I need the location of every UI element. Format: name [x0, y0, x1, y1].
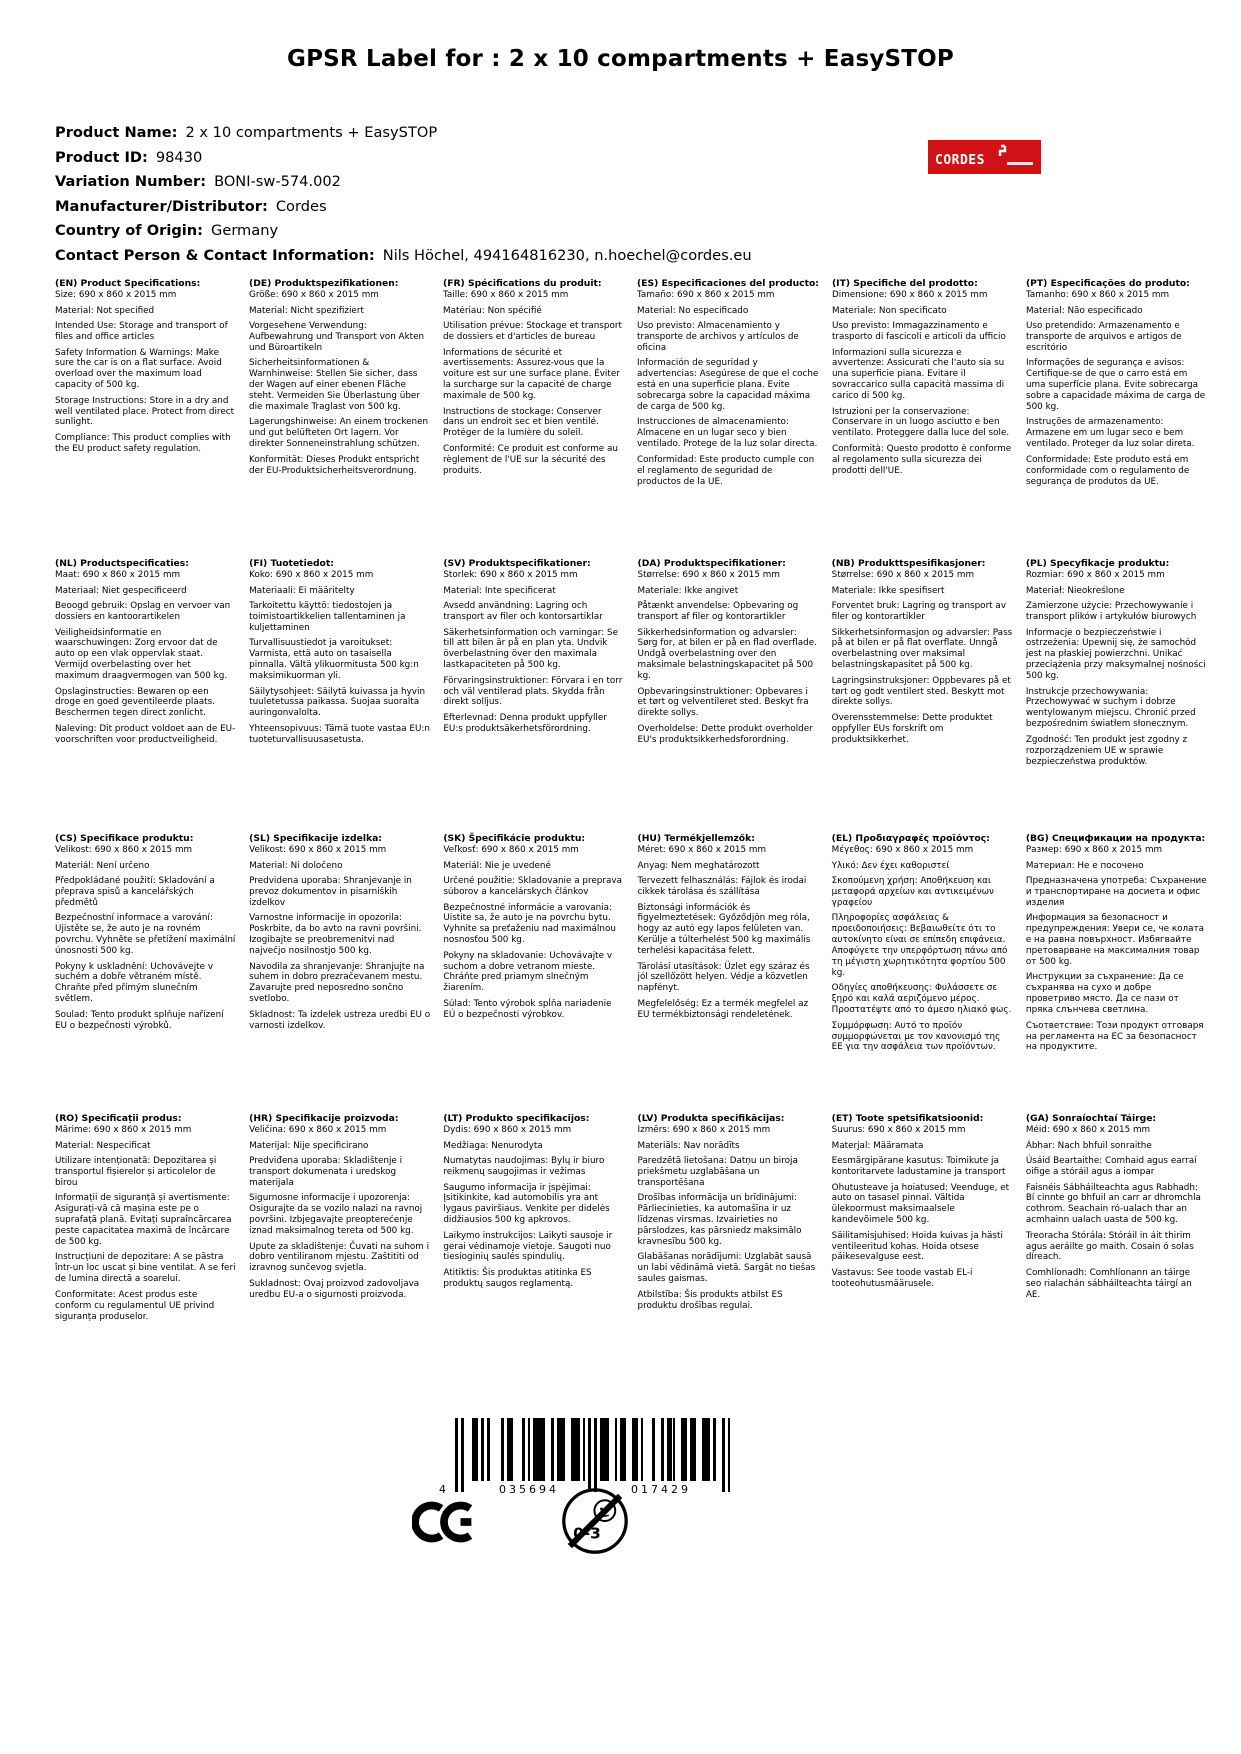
spec-block-header: (DE) Produktspezifikationen:	[249, 278, 399, 289]
spec-block-sl	[249, 833, 430, 1058]
barcode-bar	[461, 1418, 464, 1492]
barcode-bar	[722, 1418, 725, 1492]
spec-paragraph: Instrucțiuni de depozitare: A se păstra într-un loc uscat și bine ventilat. A se feri de lumina directă a soarelui.	[55, 1252, 236, 1285]
spec-paragraph: Material: Inte specificerat	[443, 585, 556, 596]
spec-paragraph: Sikkerhedsinformation og advarsler: Sørg for, at bilen er på en flad overflade. Undgå overbelastning over den maksimale belastningskapacitet på 500 kg.	[637, 627, 817, 682]
country-of-origin-label: Country of Origin:	[55, 222, 204, 240]
page-title: GPSR Label for : 2 x 10 compartments + EasySTOP	[287, 46, 954, 72]
spec-paragraph: Säkerhetsinformation och varningar: Se till att bilen är på en plan yta. Undvik överbelastning över den maximala lastkapaciteten på 500 kg.	[443, 627, 618, 671]
spec-paragraph: Yhteensopivuus: Tämä tuote vastaa EU:n tuoteturvallisuusasetusta.	[249, 723, 430, 745]
barcode-bar	[528, 1418, 531, 1481]
spec-paragraph: Tamanho: 690 x 860 x 2015 mm	[1025, 290, 1170, 301]
spec-paragraph: Upute za skladištenje: Čuvati na suhom i dobro ventiliranom mjestu. Zaštititi od izravnog sunčevog svjetla.	[249, 1241, 430, 1274]
spec-paragraph: Súlad: Tento výrobok spĺňa nariadenie EÚ o bezpečnosti výrobkov.	[443, 998, 612, 1020]
spec-paragraph: Uso previsto: Almacenamiento y transporte de archivos y artículos de oficina	[637, 321, 799, 354]
spec-paragraph: Dimensione: 690 x 860 x 2015 mm	[831, 290, 988, 301]
spec-paragraph: Informacje o bezpieczeństwie i ostrzeżenia: Upewnij się, że samochód jest na płaskiej powierzchni. Unikać przeciążenia przy maksymalnej nośności 500 kg.	[1025, 627, 1206, 682]
spec-paragraph: Tamaño: 690 x 860 x 2015 mm	[637, 290, 775, 301]
product-id-row	[55, 146, 752, 171]
spec-paragraph: Naleving: Dit product voldoet aan de EU-voorschriften voor productveiligheid.	[55, 723, 236, 745]
barcode-bar	[522, 1418, 525, 1481]
barcode-bar	[606, 1418, 609, 1481]
barcode-bar	[728, 1418, 731, 1492]
spec-paragraph: Materiale: Non specificato	[831, 305, 947, 316]
spec-block-pl	[1026, 558, 1207, 772]
spec-paragraph: Materiaal: Niet gespecificeerd	[55, 585, 187, 596]
country-of-origin-value: Germany	[211, 222, 279, 240]
spec-block-header: (CS) Specifikace produktu:	[55, 833, 194, 844]
barcode-digit-first: 4	[439, 1483, 449, 1496]
spec-paragraph: Intended Use: Storage and transport of files and office articles	[55, 321, 228, 343]
spec-block-header: (LV) Produkta specifikācijas:	[637, 1113, 785, 1124]
spec-paragraph: Tarkoitettu käyttö: tiedostojen ja toimistoartikkelien tallentaminen ja kuljettaminen	[249, 601, 406, 634]
spec-paragraph: Saugumo informacija ir įspėjimai: Įsitikinkite, kad automobilis yra ant lygaus paviršiaus. Venkite per didelės didžiausios 500 kg apkrovos.	[443, 1182, 610, 1226]
spec-block-header: (ES) Especificaciones del producto:	[637, 278, 819, 289]
spec-block-de	[249, 278, 430, 492]
spec-paragraph: Rozmiar: 690 x 860 x 2015 mm	[1025, 570, 1165, 581]
spec-paragraph: Materiaali: Ei määritelty	[249, 585, 355, 596]
spec-paragraph: Lagringsinstruksjoner: Oppbevares på et tørt og godt ventilert sted. Beskytt mot direkte sollys.	[831, 675, 1011, 708]
barcode-bar	[623, 1418, 626, 1481]
product-info	[55, 121, 752, 269]
cordes-logo-text: CORDES	[935, 153, 985, 168]
spec-block-ga	[1026, 1113, 1207, 1327]
spec-paragraph: Megfelelőség: Ez a termék megfelel az EU termékbiztonsági rendeletének.	[637, 998, 809, 1020]
spec-block-header: (FR) Spécifications du produit:	[443, 278, 602, 289]
spec-paragraph: Maat: 690 x 860 x 2015 mm	[55, 570, 181, 581]
country-of-origin-row	[55, 219, 752, 244]
spec-block-header: (PL) Specyfikacje produktu:	[1025, 558, 1170, 569]
barcode-bar	[684, 1418, 687, 1481]
barcode-bar	[501, 1418, 504, 1481]
spec-paragraph: Dydis: 690 x 860 x 2015 mm	[443, 1125, 572, 1136]
spec-block-el	[832, 833, 1013, 1058]
spec-paragraph: Vorgesehene Verwendung: Aufbewahrung und Transport von Akten und Büroartikeln	[249, 321, 425, 354]
spec-paragraph: Informații de siguranță și avertismente: Asigurați-vă că mașina este pe o suprafață plană. Evitați supraîncărcarea peste capacitatea maximă de încărcare de 500 kg.	[55, 1193, 232, 1248]
spec-paragraph: Conformità: Questo prodotto è conforme al regolamento sulla sicurezza dei prodotti dell'UE.	[831, 443, 1012, 476]
spec-paragraph: Bezpečnostní informace a varování: Ujistěte se, že auto je na rovném povrchu. Vyhněte se přetížení maximální únosnosti 500 kg.	[55, 913, 236, 957]
spec-paragraph: Størrelse: 690 x 860 x 2015 mm	[831, 570, 975, 581]
spec-paragraph: Ohutusteave ja hoiatused: Veenduge, et auto on tasasel pinnal. Vältida ülekoormust maksimaalsele kandevõimele 500 kg.	[831, 1182, 1010, 1226]
spec-block-header: (LT) Produkto specifikacijos:	[443, 1113, 590, 1124]
spec-grid-row	[55, 833, 1207, 1058]
variation-number-label: Variation Number:	[55, 173, 207, 191]
barcode-bar	[577, 1418, 580, 1481]
spec-paragraph: Navodila za shranjevanje: Shranjujte na suhem in dobro prezračevanem mestu. Zavarujte pred neposredno sončno svetlobo.	[249, 961, 425, 1005]
spec-paragraph: Materiał: Nieokreślone	[1025, 585, 1125, 596]
barcode-digits-left: 035694	[499, 1483, 559, 1496]
spec-paragraph: Instrucciones de almacenamiento: Almacene en un lugar seco y bien ventilado. Protege de la luz solar directa.	[637, 417, 818, 450]
spec-paragraph: Conformidade: Este produto está em conformidade com o regulamento de segurança de produtos da UE.	[1025, 454, 1190, 487]
spec-paragraph: Comhlíonadh: Comhlíonann an táirge seo rialachán sábháilteachta táirgí an AE.	[1025, 1267, 1192, 1300]
spec-paragraph: Overholdelse: Dette produkt overholder EU's produktsikkerhedsforordning.	[637, 723, 813, 745]
spec-paragraph: Предназначена употреба: Съхранение и транспортиране на досиета и офис изделия	[1025, 876, 1207, 909]
barcode-bar	[652, 1418, 655, 1481]
product-name-row	[55, 121, 752, 146]
barcode-bar	[562, 1418, 565, 1481]
spec-block-header: (NL) Productspecificaties:	[55, 558, 189, 569]
spec-block-header: (PT) Especificações do produto:	[1025, 278, 1190, 289]
spec-paragraph: Utilisation prévue: Stockage et transport de dossiers et d'articles de bureau	[443, 321, 622, 343]
spec-block-header: (EL) Προδιαγραφές προϊόντος:	[831, 833, 990, 844]
barcode-bar	[551, 1418, 554, 1481]
spec-paragraph: Medžiaga: Nenurodyta	[443, 1140, 543, 1151]
spec-paragraph: Varnostne informacije in opozorila: Poskrbite, da bo avto na ravni površini. Izogibajte se preobremenitvi nad največjo nosilnostjo 500 kg.	[249, 913, 422, 957]
spec-paragraph: Předpokládané použití: Skladování a přeprava spisů a kancelářských předmětů	[55, 876, 215, 909]
spec-paragraph: Určené použitie: Skladovanie a preprava súborov a kancelárskych článkov	[443, 876, 622, 898]
spec-paragraph: Materijal: Nije specificirano	[249, 1140, 369, 1151]
spec-paragraph: Größe: 690 x 860 x 2015 mm	[249, 290, 379, 301]
manufacturer-row	[55, 195, 752, 220]
spec-paragraph: Información de seguridad y advertencias: Asegúrese de que el coche está en una superficie plana. Evite sobrecarga sobre la capacidad máxima de carga de 500 kg.	[637, 358, 819, 413]
spec-block-header: (RO) Specificații produs:	[55, 1113, 182, 1124]
barcode-bar	[713, 1418, 716, 1481]
product-name-value: 2 x 10 compartments + EasySTOP	[185, 124, 438, 141]
spec-paragraph: Soulad: Tento produkt splňuje nařízení EU o bezpečnosti výrobků.	[55, 1009, 224, 1031]
spec-block-header: (EN) Product Specifications:	[55, 278, 201, 289]
barcode-bar	[615, 1418, 618, 1481]
spec-paragraph: Информация за безопасност и предупреждения: Увери се, че колата е на равна повърхност. Избягвайте претоварване на максималния товар от 500 kg.	[1025, 913, 1205, 968]
spec-paragraph: Lagerungshinweise: An einem trockenen und gut belüfteten Ort lagern. Vor direkter Sonneneinstrahlung schützen.	[249, 417, 429, 450]
spec-block-ro	[55, 1113, 236, 1327]
spec-paragraph: Conformitate: Acest produs este conform cu regulamentul UE privind siguranța produselor.	[55, 1289, 215, 1322]
spec-block-hr	[249, 1113, 430, 1327]
spec-paragraph: Predvidena uporaba: Shranjevanje in prevoz dokumentov in pisarniških izdelkov	[249, 876, 412, 909]
spec-paragraph: Инструкции за съхранение: Да се съхранява на сухо и добре проветриво място. Да се пази от пряка слънчева светлина.	[1025, 972, 1184, 1016]
spec-block-header: (DA) Produktspecifikationer:	[637, 558, 786, 569]
spec-paragraph: Atbilstība: Šis produkts atbilst ES produktu drošības regulai.	[637, 1289, 783, 1311]
spec-paragraph: Instructions de stockage: Conserver dans un endroit sec et bien ventilé. Protéger de la lumière du soleil.	[443, 406, 602, 439]
spec-paragraph: Material: Não especificado	[1025, 305, 1143, 316]
spec-paragraph: Størrelse: 690 x 860 x 2015 mm	[637, 570, 780, 581]
ce-mark-icon	[412, 1497, 476, 1547]
spec-block-pt	[1026, 278, 1207, 492]
spec-paragraph: Méret: 690 x 860 x 2015 mm	[637, 845, 767, 856]
spec-paragraph: Materiāls: Nav norādīts	[637, 1140, 740, 1151]
manufacturer-label: Manufacturer/Distributor:	[55, 197, 268, 215]
spec-paragraph: Informações de segurança e avisos: Certifique-se de que o carro está em uma superfície plana. Evite sobrecarga sobre a capacidade máxima de carga de 500 kg.	[1025, 358, 1206, 413]
spec-paragraph: Paredzētā lietošana: Datņu un biroja priekšmetu uzglabāšana un transportēšana	[637, 1156, 798, 1189]
spec-paragraph: Eesmärgipärane kasutus: Toimikute ja kontoritarvete ladustamine ja transport	[831, 1156, 1006, 1178]
spec-paragraph: Informations de sécurité et avertissements: Assurez-vous que la voiture est sur une surface plane. Éviter la surcharge sur la capacité de charge maximale de 500 kg.	[443, 347, 620, 402]
spec-paragraph: Forventet bruk: Lagring og transport av filer og kontorartikler	[831, 601, 1007, 623]
spec-block-lt	[443, 1113, 624, 1327]
spec-paragraph: Mărime: 690 x 860 x 2015 mm	[55, 1125, 192, 1136]
spec-block-header: (HU) Termékjellemzők:	[637, 833, 755, 844]
spec-paragraph: Sikkerhetsinformasjon og advarsler: Pass på at bilen er på flat overflate. Unngå overbelastning over maksimal belastningskapasitet på 500 kg.	[831, 627, 1013, 671]
spec-paragraph: Drošības informācija un brīdinājumi: Pārliecinieties, ka automašīna ir uz līdzenas virsmas. Izvairieties no pārslodzes, kas pārsniedz maksimālo kravnesību 500 kg.	[637, 1193, 802, 1248]
spec-paragraph: Storage Instructions: Store in a dry and well ventilated place. Protect from direct sunlight.	[55, 395, 235, 428]
barcode-bar	[481, 1418, 484, 1481]
spec-block-da	[638, 558, 819, 772]
logo-tagline-mark	[1007, 162, 1033, 165]
spec-paragraph: Sukladnost: Ovaj proizvod zadovoljava uredbu EU-a o sigurnosti proizvoda.	[249, 1278, 420, 1300]
spec-paragraph: Ábhar: Nach bhfuil sonraithe	[1025, 1140, 1152, 1151]
spec-paragraph: Velikost: 690 x 860 x 2015 mm	[55, 845, 193, 856]
spec-block-header: (SK) Špecifikácie produktu:	[443, 833, 586, 844]
spec-paragraph: Instruções de armazenamento: Armazene em um lugar seco e bem ventilado. Proteger da luz solar direta.	[1025, 417, 1195, 450]
spec-paragraph: Avsedd användning: Lagring och transport av filer och kontorsartiklar	[443, 601, 603, 623]
spec-paragraph: Säilytysohjeet: Säilytä kuivassa ja hyvin tuuletetussa paikassa. Suojaa suoralta auringonvalolta.	[249, 686, 426, 719]
spec-paragraph: Opslaginstructies: Bewaren op een droge en goed geventileerde plaats. Beschermen tegen direct zonlicht.	[55, 686, 215, 719]
spec-paragraph: Uso pretendido: Armazenamento e transporte de arquivos e artigos de escritório	[1025, 321, 1182, 354]
barcode-bar	[583, 1418, 586, 1481]
spec-paragraph: Turvallisuustiedot ja varoitukset: Varmista, että auto on tasaisella pinnalla. Vältä ylikuormitusta 500 kg:n maksimikuorman yli.	[249, 638, 419, 682]
barcode-bar	[635, 1418, 638, 1481]
spec-block-en	[55, 278, 236, 492]
spec-paragraph: Bezpečnostné informácie a varovania: Uistite sa, že auto je na povrchu bytu. Vyhnite sa preťaženiu nad maximálnou nosnosťou 500 kg.	[443, 902, 616, 946]
spec-paragraph: Pokyny k uskladnění: Uchovávejte v suchém a dobře větraném místě. Chraňte před přímým slunečním světlem.	[55, 961, 214, 1005]
spec-block-sv	[443, 558, 624, 772]
spec-paragraph: Sicherheitsinformationen & Warnhinweise: Stellen Sie sicher, dass der Wagen auf einer ebenen Fläche steht. Vermeiden Sie Überlastung über die maximale Traglast von 500 kg.	[249, 358, 420, 413]
spec-paragraph: Размер: 690 x 860 x 2015 mm	[1025, 845, 1163, 856]
spec-paragraph: Tárolási utasítások: Üzlet egy száraz és jól szellőzött helyen. Védje a közvetlen napfényt.	[637, 961, 810, 994]
spec-paragraph: Efterlevnad: Denna produkt uppfyller EU:s produktsäkerhetsförordning.	[443, 712, 607, 734]
spec-paragraph: Σκοπούμενη χρήση: Αποθήκευση και μεταφορά αρχείων και αντικειμένων γραφείου	[831, 876, 994, 909]
spec-paragraph: Sigurnosne informacije i upozorenja: Osigurajte da se vozilo nalazi na ravnoj površini. Izbjegavajte preopterećenje iznad maksimalnog tereta od 500 kg.	[249, 1193, 423, 1237]
spec-block-header: (FI) Tuotetiedot:	[249, 558, 334, 569]
pixel-arrow-icon	[990, 144, 1008, 158]
barcode-bar	[641, 1418, 644, 1481]
spec-block-header: (NB) Produkttspesifikasjoner:	[831, 558, 986, 569]
spec-paragraph: Материал: Не е посочено	[1025, 860, 1144, 871]
product-id-value: 98430	[155, 148, 203, 166]
barcode-bar	[455, 1418, 458, 1492]
contact-value: Nils Höchel, 494164816230, n.hoechel@cordes.eu	[382, 246, 752, 264]
contact-label: Contact Person & Contact Information:	[55, 246, 375, 264]
product-id-label: Product ID:	[55, 148, 148, 166]
age-warning-icon	[560, 1486, 630, 1556]
spec-paragraph: Glabāšanas norādījumi: Uzglabāt sausā un labi vēdināmā vietā. Sargāt no tiešas saules gaismas.	[637, 1252, 816, 1285]
spec-block-et	[832, 1113, 1013, 1327]
spec-block-fr	[443, 278, 624, 492]
spec-paragraph: Οδηγίες αποθήκευσης: Φυλάσσετε σε ξηρό και καλά αεριζόμενο μέρος. Προστατέψτε από το άμεσο ηλιακό φως.	[831, 983, 1012, 1016]
spec-paragraph: Storlek: 690 x 860 x 2015 mm	[443, 570, 578, 581]
spec-paragraph: Anyag: Nem meghatározott	[637, 860, 760, 871]
contact-row	[55, 244, 752, 269]
spec-paragraph: Förvaringsinstruktioner: Förvara i en torr och väl ventilerad plats. Skydda från direkt solljus.	[443, 675, 623, 708]
spec-paragraph: Zamierzone użycie: Przechowywanie i transport plików i artykułów biurowych	[1025, 601, 1197, 623]
spec-paragraph: Tervezett felhasználás: Fájlok és irodai cikkek tárolása és szállítása	[637, 876, 807, 898]
spec-paragraph: Instrukcje przechowywania: Przechowywać w suchym i dobrze wentylowanym miejscu. Chronić przed bezpośrednim światłem słonecznym.	[1025, 686, 1196, 730]
spec-block-header: (BG) Спецификации на продукта:	[1025, 833, 1206, 844]
spec-paragraph: Úsáid Beartaithe: Comhaid agus earraí oifige a stóráil agus a iompar	[1025, 1156, 1197, 1178]
spec-paragraph: Suurus: 690 x 860 x 2015 mm	[831, 1125, 966, 1136]
spec-block-bg	[1026, 833, 1207, 1058]
spec-paragraph: Faisnéis Sábháilteachta agus Rabhadh: Bí cinnte go bhfuil an carr ar dhromchla cothrom. Seachain ró-ualach thar an acmhainn ualach uasta de 500 kg.	[1025, 1182, 1201, 1226]
spec-paragraph: Utilizare intenționată: Depozitarea și transportul fișierelor și articolelor de birou	[55, 1156, 217, 1189]
barcode-bar	[707, 1418, 710, 1481]
manufacturer-value: Cordes	[275, 197, 327, 215]
spec-paragraph: Laikymo instrukcijos: Laikyti sausoje ir gerai vėdinamoje vietoje. Saugoti nuo tiesioginių saulės spindulių.	[443, 1230, 613, 1263]
spec-paragraph: Πληροφορίες ασφάλειας & προειδοποιήσεις: Βεβαιωθείτε ότι το αυτοκίνητο είναι σε επίπεδη επιφάνεια. Αποφύγετε την υπερφόρτωση πάνω από τη μέγιστη χωρητικότητα φορτίου 500 kg.	[831, 913, 1008, 978]
spec-paragraph: Veiligheidsinformatie en waarschuwingen: Zorg ervoor dat de auto op een vlak oppervlak staat. Vermijd overbelasting over het maximum draagvermogen van 500 kg.	[55, 627, 228, 682]
spec-paragraph: Veličina: 690 x 860 x 2015 mm	[249, 1125, 387, 1136]
spec-paragraph: Safety Information & Warnings: Make sure the car is on a flat surface. Avoid overload over the maximum load capacity of 500 kg.	[55, 347, 222, 391]
spec-paragraph: Conformité: Ce produit est conforme au règlement de l'UE sur la sécurité des produits.	[443, 443, 618, 476]
spec-paragraph: Compliance: This product complies with the EU product safety regulation.	[55, 432, 231, 454]
spec-paragraph: Μέγεθος: 690 x 860 x 2015 mm	[831, 845, 974, 856]
spec-block-cs	[55, 833, 236, 1058]
spec-paragraph: Uso previsto: Immagazzinamento e trasporto di fascicoli e articoli da ufficio	[831, 321, 1006, 343]
spec-paragraph: Opbevaringsinstruktioner: Opbevares i et tørt og velventileret sted. Beskyt fra direkte sollys.	[637, 686, 809, 719]
spec-paragraph: Material: Nicht spezifiziert	[249, 305, 364, 316]
spec-paragraph: Informazioni sulla sicurezza e avvertenze: Assicurati che l'auto sia su una superficie piana. Evitare il sovraccarico sulla capacità massima di carico di 500 kg.	[831, 347, 1005, 402]
spec-paragraph: Vastavus: See toode vastab EL-i tooteohutusmäärusele.	[831, 1267, 973, 1289]
spec-paragraph: Koko: 690 x 860 x 2015 mm	[249, 570, 374, 581]
barcode-bar	[487, 1418, 490, 1481]
spec-block-header: (SL) Specifikacije izdelka:	[249, 833, 382, 844]
spec-paragraph: Skladnost: Ta izdelek ustreza uredbi EU o varnosti izdelkov.	[249, 1009, 431, 1031]
variation-number-value: BONI-sw-574.002	[214, 173, 341, 191]
spec-grid-row	[55, 558, 1207, 772]
spec-paragraph: Velikost: 690 x 860 x 2015 mm	[249, 845, 387, 856]
spec-paragraph: Materiale: Ikke angivet	[637, 585, 739, 596]
spec-paragraph: Materiál: Není určeno	[55, 860, 150, 871]
spec-paragraph: Säilitamisjuhised: Hoida kuivas ja hästi ventileeritud kohas. Hoida otsese päikesevalguse eest.	[831, 1230, 1003, 1263]
spec-paragraph: Veľkosť: 690 x 860 x 2015 mm	[443, 845, 579, 856]
spec-paragraph: Material: No especificado	[637, 305, 749, 316]
spec-block-header: (GA) Sonraíochtaí Táirge:	[1025, 1113, 1157, 1124]
spec-paragraph: Συμμόρφωση: Αυτό το προϊόν συμμορφώνεται με τον κανονισμό της ΕΕ για την ασφάλεια των προϊόντων.	[831, 1020, 1001, 1053]
product-name-label: Product Name:	[55, 124, 178, 141]
spec-block-nb	[832, 558, 1013, 772]
barcode-bar	[588, 1418, 591, 1492]
barcode-bar	[510, 1418, 513, 1481]
spec-grid-row	[55, 278, 1207, 492]
barcode-bar	[542, 1418, 545, 1481]
spec-paragraph: Påtænkt anvendelse: Opbevaring og transport af filer og kontorartikler	[637, 601, 799, 623]
variation-number-row	[55, 170, 752, 195]
spec-paragraph: Taille: 690 x 860 x 2015 mm	[443, 290, 569, 301]
spec-paragraph: Pokyny na skladovanie: Uchovávajte v suchom a dobre vetranom mieste. Chráňte pred priamym slnečným žiarením.	[443, 950, 613, 994]
spec-paragraph: Atitiktis: Šis produktas atitinka ES produktų saugos reglamentą.	[443, 1267, 592, 1289]
spec-paragraph: Material: Ni določeno	[249, 860, 343, 871]
spec-block-header: (ET) Toote spetsifikatsioonid:	[831, 1113, 984, 1124]
barcode-digits-right: 017429	[631, 1483, 691, 1496]
spec-paragraph: Méid: 690 x 860 x 2015 mm	[1025, 1125, 1151, 1136]
spec-block-hu	[638, 833, 819, 1058]
spec-paragraph: Zgodność: Ten produkt jest zgodny z rozporządzeniem UE w sprawie bezpieczeństwa produktów.	[1025, 734, 1188, 767]
age-warning-text: 0-3	[573, 1524, 601, 1543]
spec-block-it	[832, 278, 1013, 492]
spec-paragraph: Konformität: Dieses Produkt entspricht der EU-Produktsicherheitsverordnung.	[249, 454, 420, 476]
spec-paragraph: Biztonsági információk és figyelmeztetések: Győződjön meg róla, hogy az autó egy lapos felületen van. Kerülje a túlterhelést 500 kg maximális terhelési kapacitása felett.	[637, 902, 811, 957]
spec-paragraph: Conformidad: Este producto cumple con el reglamento de seguridad de productos de la UE.	[637, 454, 815, 487]
spec-paragraph: Matériau: Non spécifié	[443, 305, 542, 316]
spec-paragraph: Istruzioni per la conservazione: Conservare in un luogo asciutto e ben ventilato. Proteggere dalla luce del sole.	[831, 406, 1010, 439]
spec-paragraph: Size: 690 x 860 x 2015 mm	[55, 290, 177, 301]
spec-paragraph: Predviđena uporaba: Skladištenje i transport dokumenata i uredskog materijala	[249, 1156, 403, 1189]
spec-paragraph: Beoogd gebruik: Opslag en vervoer van dossiers en kantoorartikelen	[55, 601, 231, 623]
spec-block-sk	[443, 833, 624, 1058]
spec-block-lv	[638, 1113, 819, 1327]
spec-paragraph: Υλικό: Δεν έχει καθοριστεί	[831, 860, 950, 871]
spec-paragraph: Materiál: Nie je uvedené	[443, 860, 551, 871]
spec-block-fi	[249, 558, 430, 772]
spec-block-header: (HR) Specifikacije proizvoda:	[249, 1113, 399, 1124]
barcode-bar	[661, 1418, 664, 1481]
barcode-bar	[594, 1418, 597, 1492]
spec-paragraph: Numatytas naudojimas: Bylų ir biuro reikmenų saugojimas ir vežimas	[443, 1156, 605, 1178]
spec-paragraph: Izmērs: 690 x 860 x 2015 mm	[637, 1125, 771, 1136]
spec-paragraph: Material: Nespecificat	[55, 1140, 151, 1151]
spec-paragraph: Materiale: Ikke spesifisert	[831, 585, 945, 596]
barcode-bar	[673, 1418, 676, 1481]
spec-block-es	[637, 278, 819, 492]
spec-block-nl	[55, 558, 236, 772]
spec-block-header: (IT) Specifiche del prodotto:	[831, 278, 978, 289]
spec-paragraph: Material: Not specified	[55, 305, 155, 316]
spec-block-header: (SV) Produktspecifikationer:	[443, 558, 591, 569]
spec-grid-row	[55, 1113, 1207, 1327]
spec-paragraph: Съответствие: Този продукт отговаря на регламента на ЕС за безопасност на продуктите.	[1025, 1020, 1204, 1053]
barcode-bar	[475, 1418, 478, 1481]
spec-paragraph: Overensstemmelse: Dette produktet oppfyller EUs forskrift om produktsikkerhet.	[831, 712, 993, 745]
cordes-logo	[928, 140, 1041, 174]
spec-paragraph: Treoracha Stórála: Stóráil in áit thirim agus aeráilte go maith. Cosain ó solas díreach.	[1025, 1230, 1194, 1263]
spec-paragraph: Materjal: Määramata	[831, 1140, 924, 1151]
barcode-bar	[693, 1418, 696, 1481]
